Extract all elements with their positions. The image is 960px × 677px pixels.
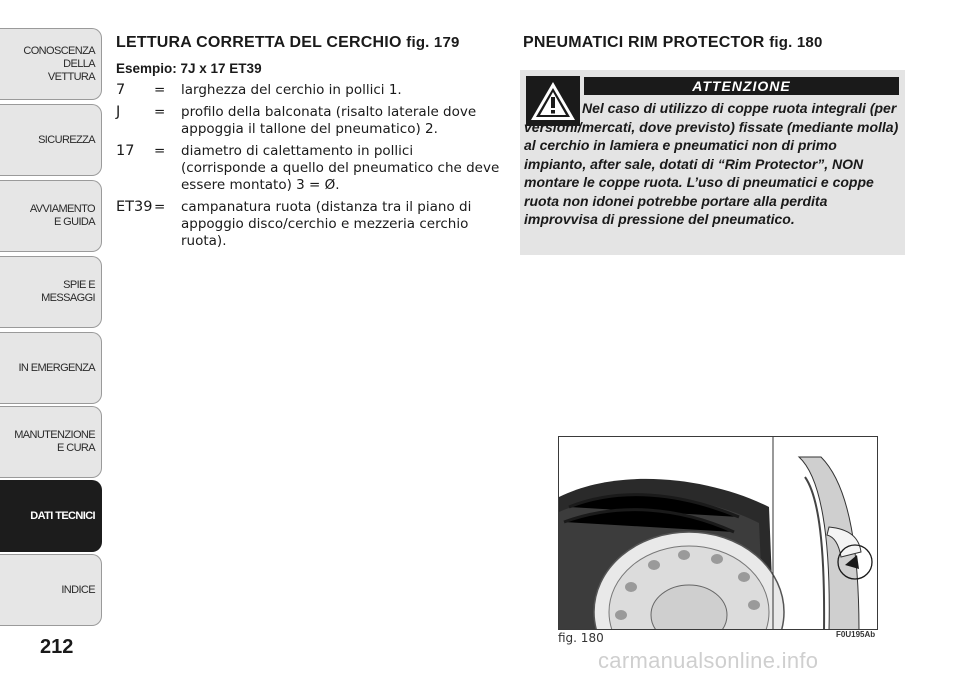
figure-caption: fig. 180 xyxy=(558,631,604,645)
definition-term: ET39 xyxy=(116,199,153,215)
tab-avviamento-e-guida[interactable]: AVVIAMENTO E GUIDA xyxy=(0,180,102,252)
definition-description: profilo della balconata (risalto laterale dove appoggia il tallone del pneumatico) 2. xyxy=(181,104,477,137)
section-title-text: LETTURA CORRETTA DEL CERCHIO xyxy=(116,34,402,51)
site-watermark: carmanualsonline.info xyxy=(598,648,819,673)
definition-item xyxy=(116,199,501,250)
rim-reading-section xyxy=(116,34,501,255)
tab-manutenzione-e-cura[interactable]: MANUTENZIONE E CURA xyxy=(0,406,102,478)
definition-description: larghezza del cerchio in pollici 1. xyxy=(181,82,402,98)
definition-equals: = xyxy=(154,104,166,120)
section-title-fig-ref: fig. 179 xyxy=(406,34,460,51)
warning-box xyxy=(520,70,905,255)
rim-protector-section xyxy=(523,34,908,52)
figure-code: F0U195Ab xyxy=(836,630,876,639)
tab-dati-tecnici[interactable]: DATI TECNICI xyxy=(0,480,102,552)
warning-text: Nel caso di utilizzo di coppe ruota integrali (per versioni/mercati, dove previsto) fissate (mediante molla) al cerchio in lamiera e pneumatici non di primo impianto, after sale, dotati di “Rim Protector”, NON montare le coppe ruota. L’uso di pneumatici e coppe ruota non idonei potrebbe portare alla perdita improvvisa di pressione del pneumatico. xyxy=(524,100,899,227)
section-title xyxy=(523,34,908,52)
definition-term: J xyxy=(116,104,121,120)
definition-equals: = xyxy=(154,82,166,98)
definition-item xyxy=(116,82,501,99)
tab-indice[interactable]: INDICE xyxy=(0,554,102,626)
tab-spie-e-messaggi[interactable]: SPIE E MESSAGGI xyxy=(0,256,102,328)
tab-in-emergenza[interactable]: IN EMERGENZA xyxy=(0,332,102,404)
section-title-text: PNEUMATICI RIM PROTECTOR xyxy=(523,34,765,51)
definition-equals: = xyxy=(154,199,166,215)
definition-list xyxy=(116,82,501,250)
section-title xyxy=(116,34,501,52)
tab-conoscenza-della-vettura[interactable]: CONOSCENZA DELLA VETTURA xyxy=(0,28,102,100)
definition-term: 7 xyxy=(116,82,126,98)
definition-description: diametro di calettamento in pollici (corrisponde a quello del pneumatico che deve essere montato) 3 = Ø. xyxy=(181,143,500,193)
definition-item xyxy=(116,143,501,194)
definition-description: campanatura ruota (distanza tra il piano di appoggio disco/cerchio e mezzeria cerchio ruota). xyxy=(181,199,472,249)
tab-sicurezza[interactable]: SICUREZZA xyxy=(0,104,102,176)
example-line: Esempio: 7J x 17 ET39 xyxy=(116,61,262,76)
tire-rim-protector-illustration xyxy=(558,436,878,630)
definition-equals: = xyxy=(154,143,166,159)
definition-item xyxy=(116,104,501,138)
page-number: 212 xyxy=(40,636,74,658)
definition-term: 17 xyxy=(116,143,135,159)
section-title-fig-ref: fig. 180 xyxy=(769,34,823,51)
warning-label: ATTENZIONE xyxy=(584,77,899,95)
